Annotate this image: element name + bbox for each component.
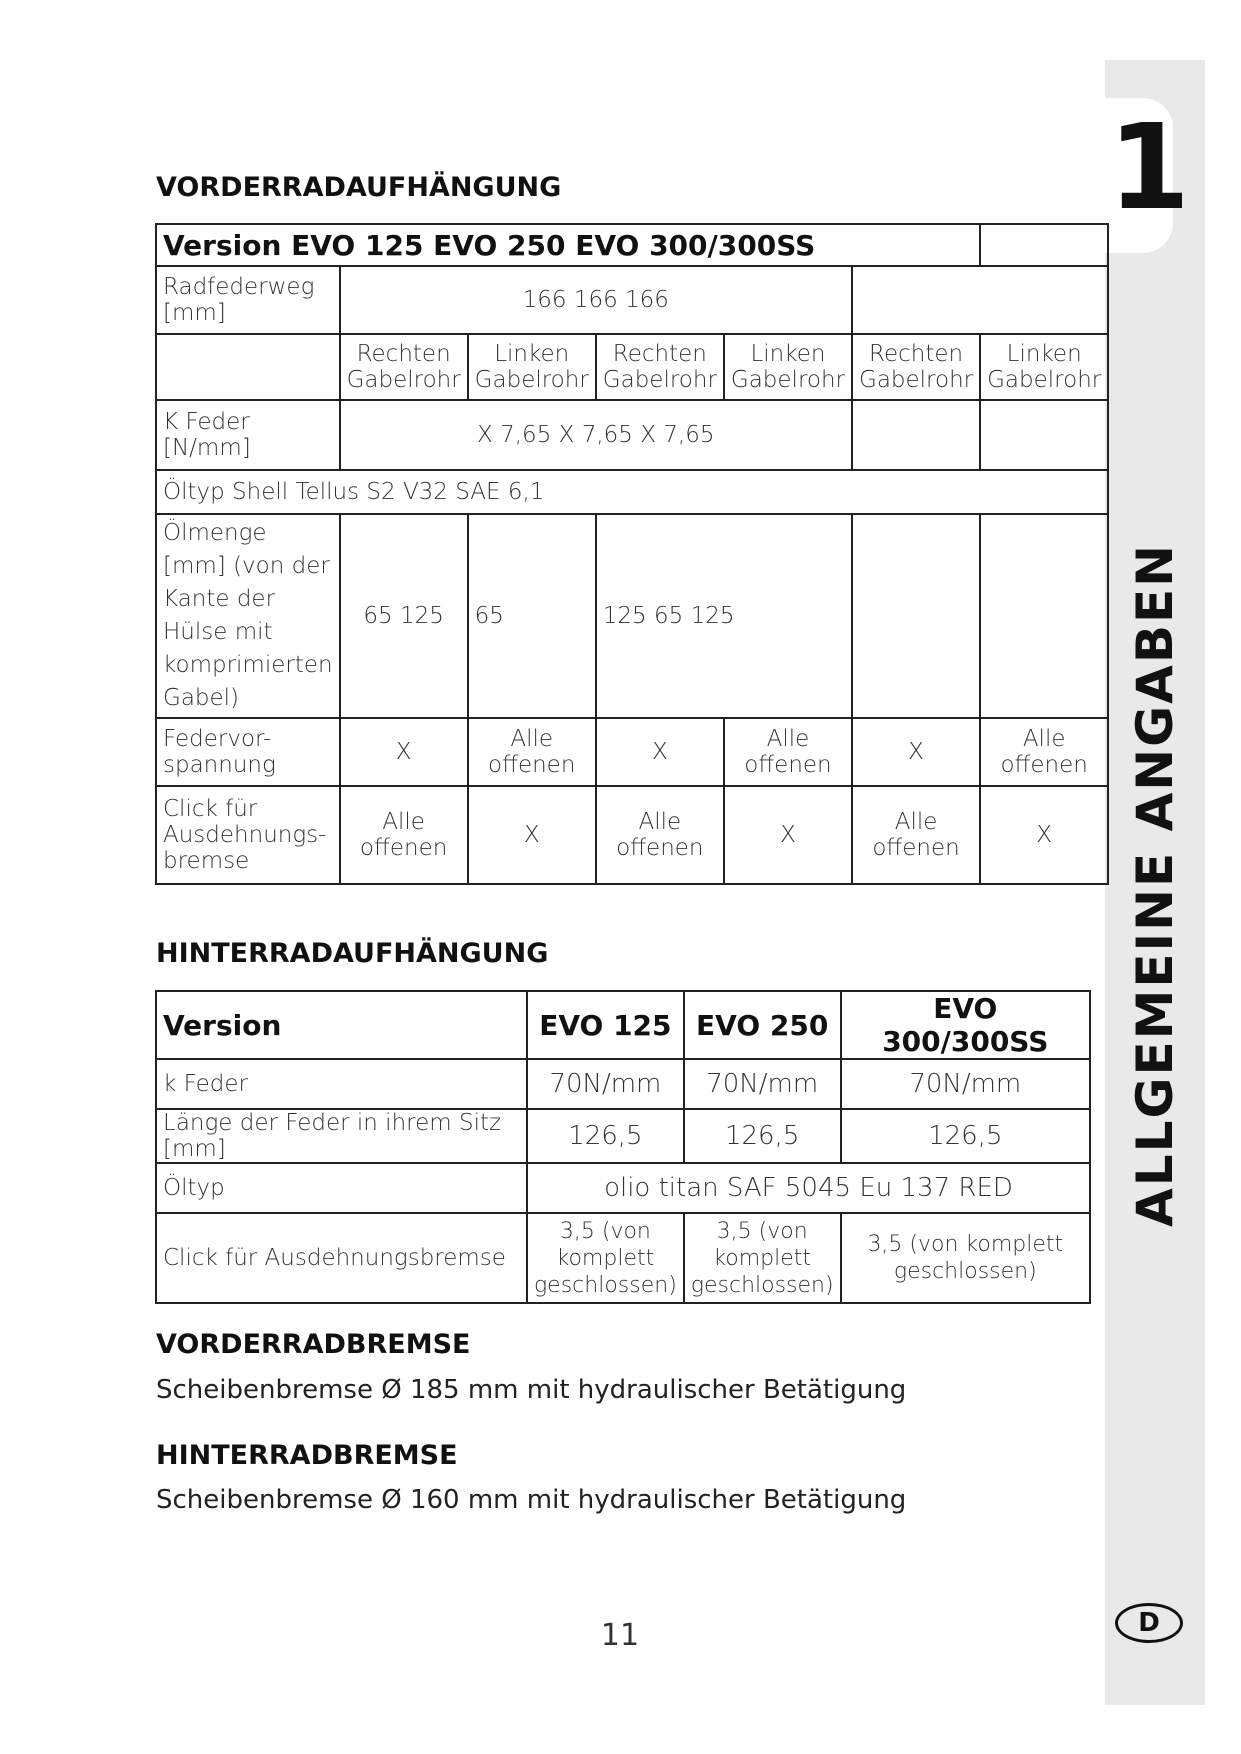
- oil-label: Öltyp: [156, 1163, 527, 1213]
- chapter-title: ALLGEMEINE ANGABEN: [1126, 543, 1184, 1227]
- oil-amount-label: Ölmenge [mm] (von der Kante der Hülse mit komprimierten Gabel): [156, 514, 340, 718]
- length-value: 126,5: [527, 1109, 684, 1163]
- rear-brake-text: Scheibenbremse Ø 160 mm mit hydraulischer Betätigung: [156, 1485, 907, 1515]
- table-row: [156, 1163, 1090, 1213]
- oil-type-cell: Öltyp Shell Tellus S2 V32 SAE 6,1: [156, 470, 1108, 514]
- col-evo125: EVO 125: [527, 991, 684, 1059]
- oil-value: olio titan SAF 5045 Eu 137 RED: [527, 1163, 1090, 1213]
- length-value: 126,5: [684, 1109, 841, 1163]
- length-value: 126,5: [841, 1109, 1090, 1163]
- table-row: [156, 1109, 1090, 1163]
- table-row: [156, 224, 1108, 266]
- k-feder-value: 70N/mm: [841, 1059, 1090, 1109]
- empty-cell: [980, 514, 1108, 718]
- chapter-number: 1: [1108, 98, 1191, 236]
- preload-value: X: [596, 718, 724, 786]
- k-feder-label: k Feder: [156, 1059, 527, 1109]
- k-label: K Feder [N/mm]: [156, 400, 340, 470]
- click-value: 3,5 (von komplett geschlossen): [684, 1213, 841, 1303]
- table-row: [156, 718, 1108, 786]
- front-suspension-table: [155, 223, 1109, 885]
- front-suspension-title: VORDERRADAUFHÄNGUNG: [156, 172, 562, 203]
- travel-label: Radfederweg [mm]: [156, 266, 340, 334]
- click-value: 3,5 (von komplett geschlossen): [841, 1213, 1090, 1303]
- empty-cell: [852, 400, 980, 470]
- fork-left-cell: Linken Gabelrohr: [980, 334, 1108, 400]
- fork-right-cell: Rechten Gabelrohr: [852, 334, 980, 400]
- language-badge: D: [1115, 1603, 1183, 1643]
- empty-cell: [980, 224, 1108, 266]
- travel-values: 166 166 166: [340, 266, 852, 334]
- table-row: [156, 514, 1108, 718]
- oil-amount-a: 65 125: [340, 514, 468, 718]
- length-label: Länge der Feder in ihrem Sitz [mm]: [156, 1109, 527, 1163]
- table-row: [156, 266, 1108, 334]
- page-number: 11: [600, 1618, 640, 1653]
- damping-value: X: [724, 786, 852, 884]
- fork-left-cell: Linken Gabelrohr: [724, 334, 852, 400]
- preload-label: Federvor- spannung: [156, 718, 340, 786]
- preload-value: X: [852, 718, 980, 786]
- front-brake-text: Scheibenbremse Ø 185 mm mit hydraulischer Betätigung: [156, 1375, 907, 1405]
- rear-brake-title: HINTERRADBREMSE: [156, 1440, 458, 1471]
- preload-value: Alle offenen: [468, 718, 596, 786]
- k-feder-value: 70N/mm: [527, 1059, 684, 1109]
- col-evo250: EVO 250: [684, 991, 841, 1059]
- fork-left-cell: Linken Gabelrohr: [468, 334, 596, 400]
- damping-label: Click für Ausdehnungs- bremse: [156, 786, 340, 884]
- fork-right-cell: Rechten Gabelrohr: [596, 334, 724, 400]
- col-evo300: EVO 300/300SS: [841, 991, 1090, 1059]
- table-row: [156, 786, 1108, 884]
- oil-amount-c: 125 65 125: [596, 514, 852, 718]
- empty-cell: [852, 514, 980, 718]
- preload-value: X: [340, 718, 468, 786]
- preload-value: Alle offenen: [980, 718, 1108, 786]
- empty-cell: [980, 400, 1108, 470]
- damping-value: Alle offenen: [596, 786, 724, 884]
- k-feder-value: 70N/mm: [684, 1059, 841, 1109]
- oil-amount-b: 65: [468, 514, 596, 718]
- empty-cell: [852, 266, 1108, 334]
- table-row: [156, 991, 1090, 1059]
- table-row: [156, 1059, 1090, 1109]
- table-row: [156, 1213, 1090, 1303]
- click-value: 3,5 (von komplett geschlossen): [527, 1213, 684, 1303]
- damping-value: X: [468, 786, 596, 884]
- table-row: [156, 334, 1108, 400]
- click-label: Click für Ausdehnungsbremse: [156, 1213, 527, 1303]
- rear-suspension-title: HINTERRADAUFHÄNGUNG: [156, 938, 549, 969]
- front-brake-title: VORDERRADBREMSE: [156, 1329, 471, 1360]
- table-row: [156, 400, 1108, 470]
- fork-right-cell: Rechten Gabelrohr: [340, 334, 468, 400]
- rear-suspension-table: [155, 990, 1091, 1304]
- damping-value: X: [980, 786, 1108, 884]
- table-row: [156, 470, 1108, 514]
- front-header-cell: Version EVO 125 EVO 250 EVO 300/300SS: [156, 224, 980, 266]
- empty-cell: [156, 334, 340, 400]
- damping-value: Alle offenen: [852, 786, 980, 884]
- damping-value: Alle offenen: [340, 786, 468, 884]
- col-version: Version: [156, 991, 527, 1059]
- preload-value: Alle offenen: [724, 718, 852, 786]
- k-values: X 7,65 X 7,65 X 7,65: [340, 400, 852, 470]
